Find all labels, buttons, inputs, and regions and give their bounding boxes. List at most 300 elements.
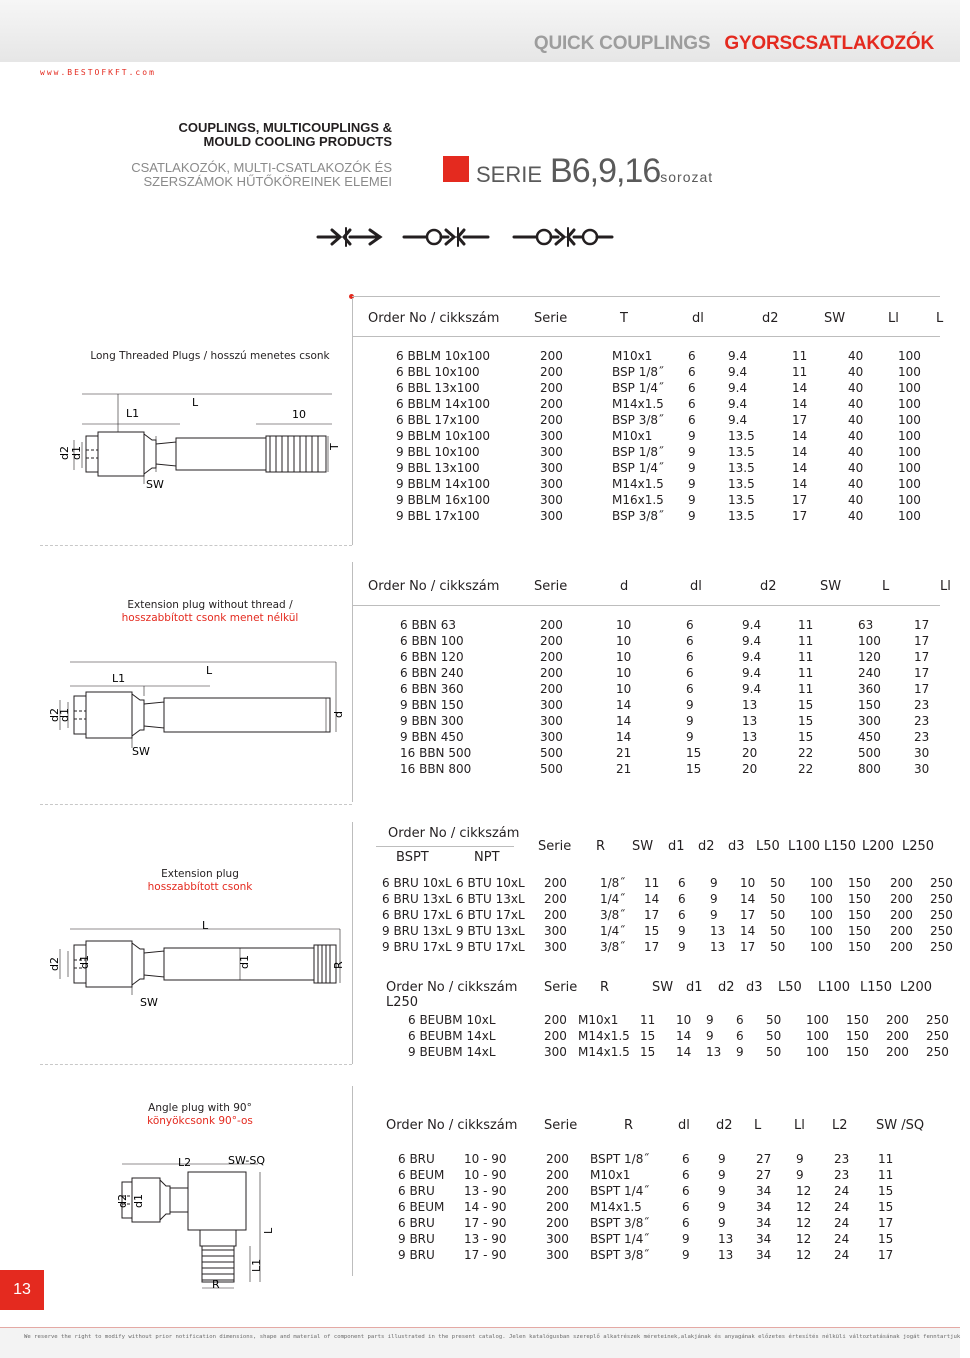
cell: 12 bbox=[796, 1216, 812, 1230]
cell: 100 bbox=[858, 634, 881, 648]
cell: 9.4 bbox=[742, 682, 762, 696]
col-l200: L200 bbox=[862, 838, 895, 854]
cell: 13 bbox=[706, 1045, 722, 1059]
cell: M10x1 bbox=[612, 429, 653, 443]
cell: 10 bbox=[616, 682, 632, 696]
cell: 21 bbox=[616, 746, 632, 760]
cell: 13.5 bbox=[728, 445, 755, 459]
table-row bbox=[400, 681, 936, 697]
table-row bbox=[398, 1183, 938, 1199]
cell: 13 bbox=[742, 714, 758, 728]
cell: 10 - 90 bbox=[464, 1152, 507, 1166]
col-l: L bbox=[936, 310, 944, 326]
table-row bbox=[382, 923, 953, 939]
cell: 100 bbox=[810, 892, 833, 906]
cell: 22 bbox=[798, 762, 814, 776]
cell: 11 bbox=[798, 618, 814, 632]
col-l100: L100 bbox=[818, 980, 851, 995]
cell: 100 bbox=[898, 477, 921, 491]
cell: 17 bbox=[914, 634, 930, 648]
dim-label: d1 bbox=[70, 446, 83, 460]
cell: 23 bbox=[914, 730, 930, 744]
col-l2: L2 bbox=[832, 1117, 848, 1133]
cell: BSP 1/4˝ bbox=[612, 381, 665, 395]
cell: 9 BEUBM 14xL bbox=[408, 1045, 496, 1059]
cell: 9 bbox=[686, 714, 694, 728]
dim-label: L1 bbox=[112, 672, 126, 685]
col-t: T bbox=[620, 310, 628, 326]
cell: 6 bbox=[736, 1013, 744, 1027]
cell: 3/8˝ bbox=[600, 908, 626, 922]
cell: 10 bbox=[616, 650, 632, 664]
section4-caption bbox=[100, 1102, 300, 1128]
cell: 13 bbox=[718, 1232, 734, 1246]
col-serie: Serie bbox=[538, 838, 572, 854]
subtitle-en-line1: COUPLINGS, MULTICOUPLINGS & bbox=[178, 120, 392, 135]
subtitle-hu-line2: SZERSZÁMOK HŰTŐKÖREINEK ELEMEI bbox=[143, 174, 392, 189]
divider bbox=[352, 562, 353, 802]
section1-table bbox=[396, 348, 936, 524]
dim-label: d bbox=[332, 711, 345, 718]
table-row bbox=[396, 428, 936, 444]
footer-disclaimer: We reserve the right to modify without prior notification dimensions, shape and material of component parts illustrated in the present catalog. Jelen katalógusban szereplő alkatrészek méreteinek,alakjának és anyagának előzetes értesítés nélküli változtatásának jogát fenntartjuk bbox=[24, 1334, 961, 1340]
cell: 13 bbox=[742, 698, 758, 712]
extension-plug-threaded-drawing bbox=[50, 915, 350, 1015]
cell: 150 bbox=[848, 892, 871, 906]
cell: M14x1.5 bbox=[612, 397, 664, 411]
cell: 10 bbox=[616, 618, 632, 632]
cell: 40 bbox=[848, 509, 864, 523]
cell: 6 BTU 17xL bbox=[456, 908, 525, 922]
cell: 300 bbox=[546, 1248, 569, 1262]
page-title bbox=[534, 33, 934, 55]
cell: 16 BBN 800 bbox=[400, 762, 472, 776]
table-row bbox=[396, 492, 936, 508]
cell: 22 bbox=[798, 746, 814, 760]
cell: 13 - 90 bbox=[464, 1232, 507, 1246]
col-sw: SW bbox=[652, 980, 674, 995]
section3-bspt-header: BSPT bbox=[396, 850, 429, 865]
subtitle-hu-line1: CSATLAKOZÓK, MULTI-CSATLAKOZÓK ÉS bbox=[131, 160, 392, 175]
cell: 300 bbox=[546, 1232, 569, 1246]
col-d2: d2 bbox=[716, 1117, 733, 1133]
cell: 9 BTU 13xL bbox=[456, 924, 525, 938]
dim-label: L bbox=[262, 1227, 275, 1234]
cell: 50 bbox=[770, 892, 786, 906]
cell: 17 bbox=[792, 413, 808, 427]
cell: 6 bbox=[688, 381, 696, 395]
col-d: d bbox=[620, 578, 629, 594]
cell: 13 - 90 bbox=[464, 1184, 507, 1198]
dim-label: R bbox=[332, 961, 345, 969]
cell: 50 bbox=[770, 908, 786, 922]
cell: 9 bbox=[718, 1152, 726, 1166]
cell: 6 bbox=[736, 1029, 744, 1043]
cell: 40 bbox=[848, 397, 864, 411]
cell: 200 bbox=[886, 1045, 909, 1059]
cell: 50 bbox=[770, 940, 786, 954]
dim-label: SW-SQ bbox=[228, 1154, 266, 1167]
cell: 250 bbox=[926, 1029, 949, 1043]
dim-label: L bbox=[206, 664, 213, 677]
col-order: Order No / cikkszám bbox=[386, 980, 518, 995]
cell: 100 bbox=[810, 940, 833, 954]
cell: 200 bbox=[546, 1184, 569, 1198]
caption-en: Angle plug with 90° bbox=[148, 1102, 252, 1114]
cell: 300 bbox=[540, 461, 563, 475]
cell: 9 bbox=[678, 940, 686, 954]
cell: 20 bbox=[742, 762, 758, 776]
cell: BSP 3/8˝ bbox=[612, 413, 665, 427]
caption-en: Extension plug bbox=[161, 868, 239, 880]
cell: 11 bbox=[798, 650, 814, 664]
cell: 9 bbox=[706, 1013, 714, 1027]
cell: 40 bbox=[848, 445, 864, 459]
cell: 9 bbox=[682, 1232, 690, 1246]
cell: 6 bbox=[682, 1184, 690, 1198]
table-row bbox=[396, 412, 936, 428]
cell: 17 bbox=[644, 940, 660, 954]
col-order: Order No / cikkszám bbox=[368, 578, 500, 594]
col-d2: d2 bbox=[760, 578, 777, 594]
divider bbox=[352, 1086, 353, 1276]
table-row bbox=[398, 1167, 938, 1183]
dim-label: SW bbox=[140, 996, 158, 1009]
cell: 300 bbox=[544, 1045, 567, 1059]
extension-plug-drawing bbox=[50, 656, 350, 760]
cell: 6 bbox=[682, 1200, 690, 1214]
cell: 200 bbox=[540, 650, 563, 664]
col-l50: L50 bbox=[756, 838, 780, 854]
cell: 500 bbox=[858, 746, 881, 760]
col-l250: L250 bbox=[902, 838, 935, 854]
cell: 150 bbox=[846, 1029, 869, 1043]
cell: 6 BEUBM 14xL bbox=[408, 1029, 496, 1043]
dim-label: R bbox=[212, 1278, 220, 1291]
cell: 200 bbox=[890, 892, 913, 906]
col-dl: dl bbox=[690, 578, 702, 594]
cell: 6 bbox=[688, 365, 696, 379]
table-row bbox=[400, 617, 936, 633]
cell: 9 bbox=[688, 429, 696, 443]
cell: 9 bbox=[682, 1248, 690, 1262]
cell: 9 bbox=[688, 509, 696, 523]
cell: BSPT 3/8˝ bbox=[590, 1216, 650, 1230]
table-row bbox=[396, 396, 936, 412]
table-row bbox=[408, 1044, 949, 1060]
cell: 200 bbox=[544, 908, 567, 922]
cell: 11 bbox=[640, 1013, 656, 1027]
cell: 450 bbox=[858, 730, 881, 744]
cell: 34 bbox=[756, 1184, 772, 1198]
cell: 17 bbox=[792, 493, 808, 507]
cell: 9 bbox=[718, 1200, 726, 1214]
cell: 21 bbox=[616, 762, 632, 776]
cell: 200 bbox=[540, 365, 563, 379]
dim-label: d2 bbox=[116, 1194, 129, 1208]
col-d3: d3 bbox=[746, 980, 763, 995]
cell: 200 bbox=[540, 682, 563, 696]
cell: 300 bbox=[540, 509, 563, 523]
table-row bbox=[398, 1151, 938, 1167]
cell: 30 bbox=[914, 746, 930, 760]
cell: 9.4 bbox=[728, 365, 748, 379]
col-d1: d1 bbox=[668, 838, 685, 854]
table-row bbox=[408, 1028, 949, 1044]
cell: 9 BRU 17xL bbox=[382, 940, 452, 954]
cell: 13.5 bbox=[728, 493, 755, 507]
table-row bbox=[400, 745, 936, 761]
cell: 13 bbox=[710, 940, 726, 954]
section3-header-row bbox=[538, 836, 938, 856]
dim-label: 10 bbox=[292, 408, 306, 421]
col-sw: SW bbox=[820, 578, 842, 594]
cell: 6 bbox=[678, 876, 686, 890]
dim-label: d1 bbox=[58, 708, 71, 722]
cell: 9 bbox=[718, 1184, 726, 1198]
dim-label: T bbox=[328, 443, 341, 450]
cell: 11 bbox=[878, 1168, 894, 1182]
cell: 24 bbox=[834, 1216, 850, 1230]
cell: 9 bbox=[688, 493, 696, 507]
cell: 14 bbox=[616, 698, 632, 712]
angle-plug-drawing bbox=[108, 1150, 288, 1295]
cell: 100 bbox=[898, 381, 921, 395]
dim-label: L bbox=[202, 919, 209, 932]
table-row bbox=[396, 348, 936, 364]
cell: 6 bbox=[682, 1168, 690, 1182]
cell: 11 bbox=[792, 349, 808, 363]
cell: 13 bbox=[742, 730, 758, 744]
cell: 40 bbox=[848, 493, 864, 507]
cell: 17 - 90 bbox=[464, 1248, 507, 1262]
cell: 14 bbox=[792, 397, 808, 411]
col-serie: Serie bbox=[534, 310, 568, 326]
cell: 250 bbox=[930, 876, 953, 890]
cell: 9 bbox=[710, 892, 718, 906]
divider bbox=[352, 336, 940, 337]
cell: 250 bbox=[930, 892, 953, 906]
cell: 9 BBLM 14x100 bbox=[396, 477, 491, 491]
cell: 15 bbox=[878, 1200, 894, 1214]
section-separator bbox=[40, 545, 352, 546]
cell: 13 bbox=[710, 924, 726, 938]
cell: 12 bbox=[796, 1200, 812, 1214]
section-separator bbox=[40, 804, 352, 805]
cell: 40 bbox=[848, 365, 864, 379]
cell: 14 bbox=[792, 445, 808, 459]
cell: 11 bbox=[878, 1152, 894, 1166]
cell: 17 bbox=[740, 908, 756, 922]
cell: M14x1.5 bbox=[612, 477, 664, 491]
cell: 9.4 bbox=[742, 618, 762, 632]
cell: 34 bbox=[756, 1248, 772, 1262]
cell: 9 BBN 300 bbox=[400, 714, 464, 728]
cell: 6 BBLM 14x100 bbox=[396, 397, 491, 411]
cell: 14 bbox=[616, 714, 632, 728]
cell: 11 bbox=[798, 682, 814, 696]
dim-label: d2 bbox=[48, 957, 61, 971]
section3-npt-header: NPT bbox=[474, 850, 500, 865]
dim-label: SW bbox=[146, 478, 164, 491]
cell: 100 bbox=[898, 397, 921, 411]
table-row bbox=[398, 1199, 938, 1215]
cell: 9 BRU bbox=[398, 1232, 435, 1246]
cell: BSPT 1/4˝ bbox=[590, 1232, 650, 1246]
cell: 6 BEUM bbox=[398, 1200, 445, 1214]
cell: 6 BRU bbox=[398, 1216, 435, 1230]
col-ll: Ll bbox=[794, 1117, 805, 1133]
dim-label: d1 bbox=[78, 955, 91, 969]
cell: 100 bbox=[898, 493, 921, 507]
cell: 100 bbox=[898, 461, 921, 475]
cell: 200 bbox=[544, 1013, 567, 1027]
cell: BSP 3/8˝ bbox=[612, 509, 665, 523]
table-row bbox=[396, 380, 936, 396]
cell: 9 bbox=[678, 924, 686, 938]
cell: 300 bbox=[858, 714, 881, 728]
section1-caption: Long Threaded Plugs / hosszú menetes csonk bbox=[90, 350, 330, 362]
cell: 6 bbox=[686, 666, 694, 680]
cell: 13.5 bbox=[728, 509, 755, 523]
cell: 200 bbox=[546, 1216, 569, 1230]
footer-bar bbox=[0, 1327, 960, 1358]
cell: BSPT 1/8˝ bbox=[590, 1152, 650, 1166]
caption-en: Extension plug without thread / bbox=[127, 599, 293, 611]
cell: 10 bbox=[740, 876, 756, 890]
col-order: Order No / cikkszám bbox=[368, 310, 500, 326]
cell: 240 bbox=[858, 666, 881, 680]
cell: 40 bbox=[848, 413, 864, 427]
table-row bbox=[382, 939, 953, 955]
cell: 200 bbox=[890, 876, 913, 890]
cell: 200 bbox=[890, 924, 913, 938]
cell: 9 BTU 17xL bbox=[456, 940, 525, 954]
table-row bbox=[400, 665, 936, 681]
cell: 50 bbox=[766, 1045, 782, 1059]
cell: 200 bbox=[544, 876, 567, 890]
cell: 6 BBL 13x100 bbox=[396, 381, 480, 395]
col-d3: d3 bbox=[728, 838, 745, 854]
cell: 17 bbox=[914, 682, 930, 696]
cell: 200 bbox=[540, 397, 563, 411]
website-link[interactable]: www.BESTOFKFT.com bbox=[40, 68, 156, 77]
cell: 9 BBL 17x100 bbox=[396, 509, 480, 523]
cell: 14 bbox=[644, 892, 660, 906]
cell: 150 bbox=[848, 908, 871, 922]
table-row bbox=[396, 444, 936, 460]
table-row bbox=[400, 633, 936, 649]
coupling-symbols-icon bbox=[318, 222, 618, 252]
cell: 6 BRU 17xL bbox=[382, 908, 452, 922]
cell: 17 bbox=[740, 940, 756, 954]
cell: 12 bbox=[796, 1184, 812, 1198]
cell: 17 bbox=[914, 618, 930, 632]
cell: 150 bbox=[858, 698, 881, 712]
cell: 6 bbox=[678, 892, 686, 906]
col-l: L bbox=[882, 578, 890, 594]
cell: 100 bbox=[898, 349, 921, 363]
cell: 9 BRU bbox=[398, 1248, 435, 1262]
table-row bbox=[398, 1247, 938, 1263]
cell: 6 BRU bbox=[398, 1152, 435, 1166]
cell: 300 bbox=[540, 429, 563, 443]
cell: 14 bbox=[792, 461, 808, 475]
long-threaded-plug-drawing bbox=[56, 384, 346, 494]
cell: 17 - 90 bbox=[464, 1216, 507, 1230]
cell: 50 bbox=[770, 876, 786, 890]
cell: 15 bbox=[686, 762, 702, 776]
cell: BSPT 1/4˝ bbox=[590, 1184, 650, 1198]
cell: BSP 1/4˝ bbox=[612, 461, 665, 475]
col-l: L bbox=[754, 1117, 762, 1133]
col-l200: L200 bbox=[900, 980, 933, 995]
cell: 30 bbox=[914, 762, 930, 776]
cell: 120 bbox=[858, 650, 881, 664]
cell: 250 bbox=[930, 908, 953, 922]
cell: 40 bbox=[848, 381, 864, 395]
caption-hu: hosszabbított csonk menet nélkül bbox=[121, 612, 299, 624]
cell: 17 bbox=[878, 1248, 894, 1262]
col-sw: SW bbox=[824, 310, 846, 326]
cell: 10 - 90 bbox=[464, 1168, 507, 1182]
cell: 6 bbox=[682, 1152, 690, 1166]
cell: 40 bbox=[848, 477, 864, 491]
cell: 300 bbox=[544, 924, 567, 938]
cell: 11 bbox=[644, 876, 660, 890]
cell: 250 bbox=[930, 924, 953, 938]
cell: 100 bbox=[898, 429, 921, 443]
subtitle-en-line2: MOULD COOLING PRODUCTS bbox=[203, 134, 392, 149]
cell: 40 bbox=[848, 429, 864, 443]
cell: 15 bbox=[878, 1184, 894, 1198]
cell: 100 bbox=[806, 1013, 829, 1027]
section4-table bbox=[398, 1151, 938, 1263]
cell: M10x1 bbox=[590, 1168, 631, 1182]
section3b-table bbox=[408, 1012, 949, 1060]
cell: 27 bbox=[756, 1168, 772, 1182]
cell: 200 bbox=[540, 618, 563, 632]
cell: 23 bbox=[834, 1152, 850, 1166]
section3-order-header: Order No / cikkszám bbox=[388, 826, 520, 841]
cell: 15 bbox=[798, 714, 814, 728]
cell: 300 bbox=[540, 493, 563, 507]
table-row bbox=[396, 476, 936, 492]
cell: 6 bbox=[688, 349, 696, 363]
cell: 200 bbox=[544, 1029, 567, 1043]
col-sw: SW bbox=[632, 838, 654, 854]
cell: 10 bbox=[616, 634, 632, 648]
cell: 9 bbox=[688, 461, 696, 475]
cell: 14 bbox=[792, 381, 808, 395]
cell: 6 BRU 13xL bbox=[382, 892, 452, 906]
cell: 6 bbox=[686, 618, 694, 632]
divider bbox=[352, 296, 940, 297]
cell: 100 bbox=[898, 445, 921, 459]
serie-heading bbox=[476, 152, 713, 191]
cell: M14x1.5 bbox=[578, 1045, 630, 1059]
cell: 200 bbox=[540, 666, 563, 680]
cell: 14 - 90 bbox=[464, 1200, 507, 1214]
col-r: R bbox=[600, 980, 610, 995]
cell: 13 bbox=[718, 1248, 734, 1262]
cell: 10 bbox=[616, 666, 632, 680]
divider bbox=[352, 822, 353, 1064]
dim-label: L1 bbox=[126, 407, 140, 420]
cell: 6 BRU 10xL bbox=[382, 876, 452, 890]
cell: 200 bbox=[890, 940, 913, 954]
cell: 9.4 bbox=[742, 634, 762, 648]
